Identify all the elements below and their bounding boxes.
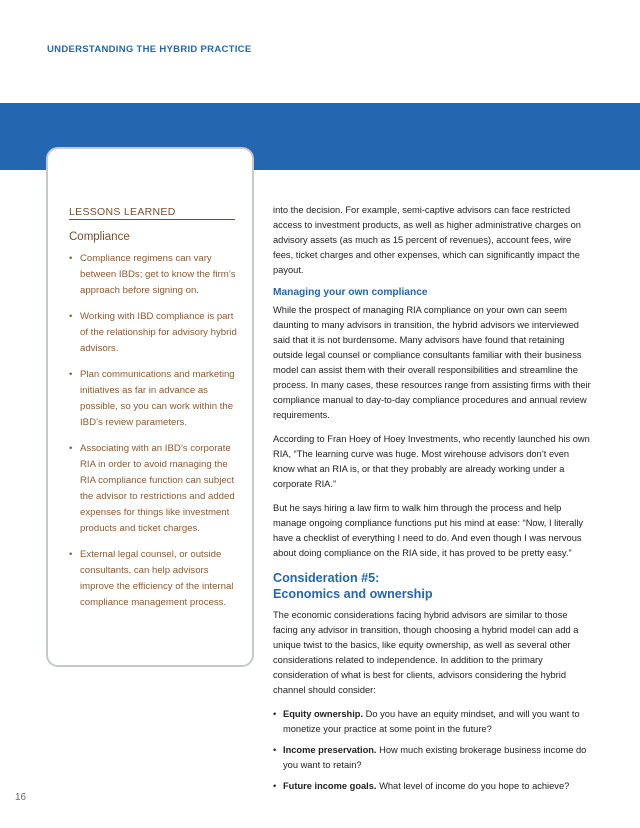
list-item-lead: Future income goals. bbox=[283, 781, 377, 791]
bullet-icon: • bbox=[69, 369, 73, 380]
page-number: 16 bbox=[15, 792, 27, 803]
list-item bbox=[273, 743, 593, 773]
list-item-lead: Income preservation. bbox=[283, 745, 377, 755]
sidebar-list-item bbox=[69, 547, 241, 611]
bullet-icon: • bbox=[273, 781, 277, 791]
section-heading-compliance: Managing your own compliance bbox=[273, 287, 428, 298]
list-item bbox=[273, 707, 593, 737]
list-item-lead: Equity ownership. bbox=[283, 709, 364, 719]
bullet-icon: • bbox=[273, 709, 277, 719]
body-paragraph: According to Fran Hoey of Hoey Investments, who recently launched his own RIA, “The learning curve was huge. Most wirehouse advisors don’t even know what an RIA is, or that they probably are already working under a corporate RIA.” bbox=[273, 434, 590, 489]
main-column bbox=[273, 203, 593, 800]
bullet-icon: • bbox=[69, 311, 73, 322]
section-heading-line: Consideration #5: bbox=[273, 571, 380, 585]
list-item-text: Do you have an equity mindset, and will you want to monetize your practice at some point in the future? bbox=[283, 709, 580, 734]
sidebar-list bbox=[69, 251, 241, 621]
section-heading-consideration bbox=[273, 570, 593, 602]
sidebar-item-text: Working with IBD compliance is part of the relationship for advisory hybrid advisors. bbox=[80, 311, 237, 354]
list-item bbox=[273, 779, 593, 794]
bullet-icon: • bbox=[273, 745, 277, 755]
sidebar-item-text: External legal counsel, or outside consultants, can help advisors improve the efficiency of the internal compliance management process. bbox=[80, 549, 234, 608]
sidebar-list-item bbox=[69, 367, 241, 431]
running-header: UNDERSTANDING THE HYBRID PRACTICE bbox=[47, 44, 252, 55]
body-paragraph: While the prospect of managing RIA compliance on your own can seem daunting to many advisors in transition, the hybrid advisors we interviewed said that it is not burdensome. Many advisors have found that retaining outside legal counsel or compliance consultants familiar with their business model can assist them with their overall responsibilities and streamline the process. In many cases, these resources range from assisting firms with their compliance manual to day-to-day compliance procedures and annual review requirements. bbox=[273, 305, 591, 420]
sidebar-subtitle: Compliance bbox=[69, 231, 130, 243]
body-paragraph: But he says hiring a law firm to walk him through the process and help manage ongoing compliance functions put his mind at ease: “Now, I literally have a checklist of everything I need to do. And even though I was nervous about doing compliance on the RIA side, it has proved to be pretty easy.” bbox=[273, 503, 584, 558]
sidebar-item-text: Associating with an IBD’s corporate RIA in order to avoid managing the RIA compliance function can subject the advisor to restrictions and added expenses for things like investment products and ticket charges. bbox=[80, 443, 235, 534]
list-item-text: How much existing brokerage business income do you want to retain? bbox=[283, 745, 587, 770]
bullet-icon: • bbox=[69, 549, 73, 560]
body-paragraph: The economic considerations facing hybrid advisors are similar to those facing any advisor in transition, though choosing a hybrid model can add a unique twist to the basics, like equity ownership, as well as several other considerations related to independence. In addition to the primary consideration of what is best for clients, advisors considering the hybrid channel should consider: bbox=[273, 610, 579, 695]
section-heading-line: Economics and ownership bbox=[273, 587, 433, 601]
sidebar-list-item bbox=[69, 441, 241, 537]
consideration-list bbox=[273, 707, 593, 794]
sidebar-list-item bbox=[69, 251, 241, 299]
sidebar-list-item bbox=[69, 309, 241, 357]
sidebar-item-text: Plan communications and marketing initiatives as far in advance as possible, so you can work within the IBD’s review parameters. bbox=[80, 369, 235, 428]
bullet-icon: • bbox=[69, 253, 73, 264]
intro-paragraph: into the decision. For example, semi-captive advisors can face restricted access to investment products, as well as higher administrative charges on advisory assets (as much as 15 percent of revenues), account fees, wire fees, ticket charges and other expenses, which can significantly impact the payout. bbox=[273, 205, 581, 275]
sidebar-item-text: Compliance regimens can vary between IBDs; get to know the firm’s approach before signing on. bbox=[80, 253, 236, 296]
sidebar-title: LESSONS LEARNED bbox=[69, 206, 235, 220]
bullet-icon: • bbox=[69, 443, 73, 454]
list-item-text: What level of income do you hope to achieve? bbox=[376, 781, 570, 791]
